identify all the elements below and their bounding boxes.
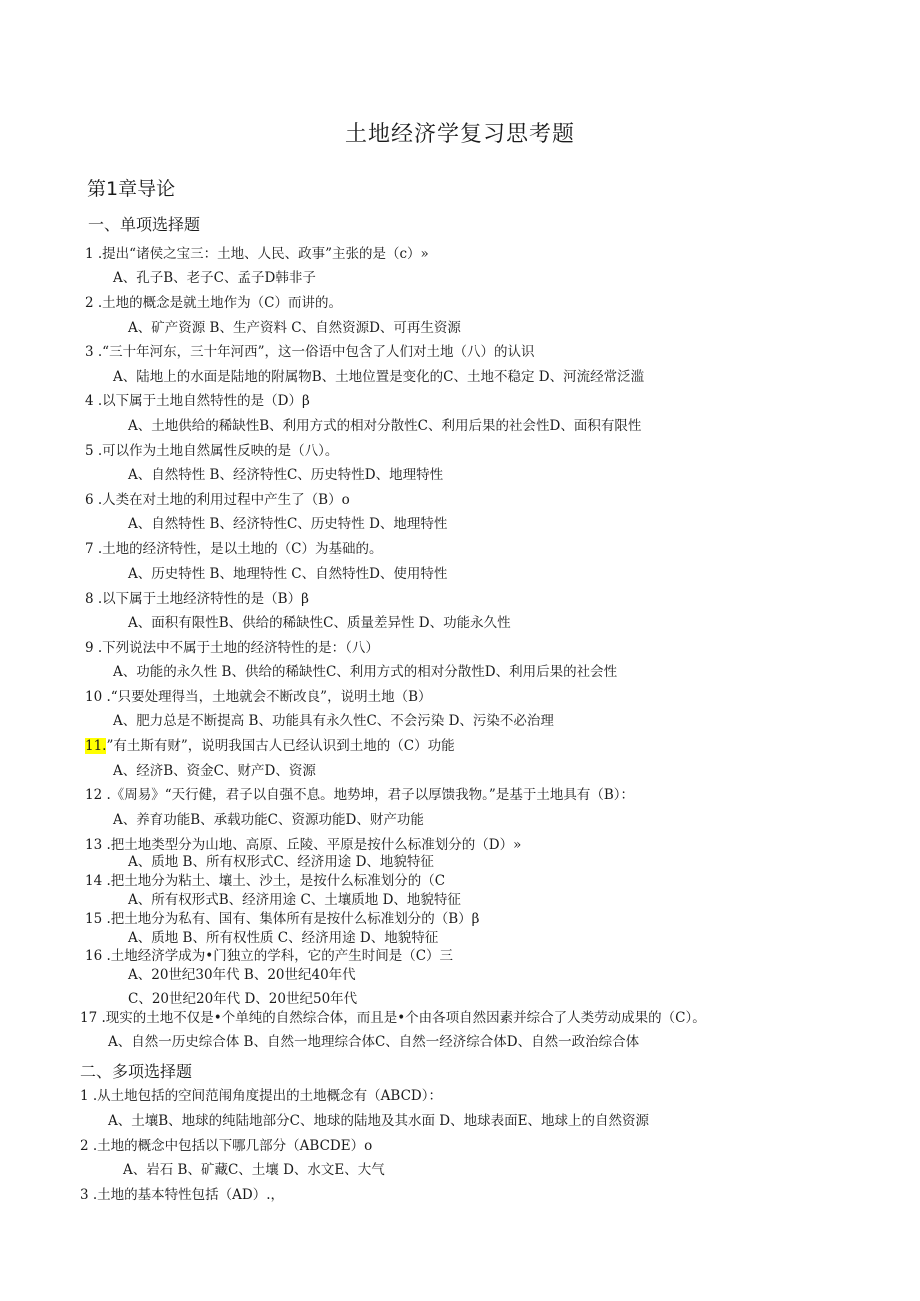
- option-line: A、自然一历史综合体 B、自然一地理综合体C、自然一经济综合体D、自然一政治综合体: [108, 1034, 640, 1050]
- chapter-heading: 第1章导论: [87, 178, 176, 200]
- option-line: A、养育功能B、承载功能C、资源功能D、财产功能: [113, 812, 424, 828]
- question-line: 14 .把土地分为粘土、壤土、沙土，是按什么标准划分的（C: [85, 873, 446, 889]
- question-line: 2 .土地的概念中包括以下哪几部分（ABCDE）o: [80, 1138, 373, 1154]
- question-line: 4 .以下属于土地自然特性的是（D）β: [85, 393, 310, 409]
- option-line: A、所有权形式B、经济用途 C、土壤质地 D、地貌特征: [128, 892, 461, 908]
- question-line: 5 .可以作为土地自然属性反映的是（八）。: [85, 443, 339, 459]
- question-line: 8 .以下属于土地经济特性的是（B）β: [85, 591, 309, 607]
- question-line: 6 .人类在对土地的利用过程中产生了（B）o: [85, 492, 350, 508]
- question-line: 12 .《周易》“天行健，君子以自强不息。地势坤，君子以厚馈我物。”是基于土地具有（B）：: [85, 787, 634, 803]
- question-text: ”有土斯有财”，说明我国古人已经认识到土地的（C）功能: [106, 738, 455, 754]
- option-line: A、质地 B、所有权形式C、经济用途 D、地貌特征: [128, 854, 434, 870]
- option-line: A、质地 B、所有权性质 C、经济用途 D、地貌特征: [128, 930, 439, 946]
- option-line: C、20世纪20年代 D、20世纪50年代: [128, 991, 358, 1007]
- option-line: A、功能的永久性 B、供给的稀缺性C、利用方式的相对分散性D、利用后果的社会性: [113, 664, 618, 680]
- highlighted-number: 11.: [85, 738, 107, 754]
- document-title: 土地经济学复习思考题: [344, 122, 575, 147]
- question-line: 3 .“三十年河东，三十年河西”，这一俗语中包含了人们对土地（八）的认识: [85, 344, 535, 360]
- option-line: A、自然特性 B、经济特性C、历史特性D、地理特性: [128, 467, 444, 483]
- question-line: 2 .土地的概念是就土地作为（C）而讲的。: [85, 295, 343, 311]
- question-line: 9 .下列说法中不属于土地的经济特性的是：（八）: [85, 640, 379, 656]
- question-line: 15 .把土地分为私有、国有、集体所有是按什么标准划分的（B）β: [85, 911, 480, 927]
- question-line: 17 .现实的土地不仅是•个单纯的自然综合体，而且是•个由各项自然因素并综合了人类劳动成果的（C）。: [80, 1010, 706, 1026]
- option-line: A、岩石 B、矿藏C、土壤 D、水文E、大气: [123, 1162, 385, 1178]
- option-line: A、肥力总是不断提高 B、功能具有永久性C、不会污染 D、污染不必治理: [113, 713, 554, 729]
- question-line: 1 .提出“诸侯之宝三：土地、人民、政事”主张的是（c）»: [85, 246, 429, 262]
- section-heading-single-choice: 一、单项选择题: [88, 215, 201, 234]
- section-heading-multiple-choice: 二、多项选择题: [80, 1062, 193, 1081]
- option-line: A、20世纪30年代 B、20世纪40年代: [128, 967, 356, 983]
- question-line: 10 .“只要处理得当，土地就会不断改良”，说明土地（B）: [85, 689, 432, 705]
- question-line: 3 .土地的基本特性包括（AD）.，: [80, 1187, 285, 1203]
- option-line: A、面积有限性B、供给的稀缺性C、质量差异性 D、功能永久性: [128, 615, 511, 631]
- question-line: [85, 737, 455, 755]
- option-line: A、矿产资源 B、生产资料 C、自然资源D、可再生资源: [128, 320, 461, 336]
- option-line: A、土地供给的稀缺性B、利用方式的相对分散性C、利用后果的社会性D、面积有限性: [128, 418, 642, 434]
- option-line: A、自然特性 B、经济特性C、历史特性 D、地理特性: [128, 516, 448, 532]
- option-line: A、孔子B、老子C、孟子D韩非子: [113, 270, 316, 286]
- question-line: 13 .把土地类型分为山地、高原、丘陵、平原是按什么标准划分的（D）»: [85, 837, 522, 853]
- option-line: A、陆地上的水面是陆地的附属物B、土地位置是变化的C、土地不稳定 D、河流经常泛滥: [113, 369, 645, 385]
- option-line: A、历史特性 B、地理特性 C、自然特性D、使用特性: [128, 566, 448, 582]
- option-line: A、土壤B、地球的纯陆地部分C、地球的陆地及其水面 D、地球表面E、地球上的自然资源: [108, 1113, 649, 1129]
- question-line: 16 .土地经济学成为•门独立的学科，它的产生时间是（C）三: [85, 948, 454, 964]
- option-line: A、经济B、资金C、财产D、资源: [113, 763, 316, 779]
- question-line: 7 .土地的经济特性，是以土地的（C）为基础的。: [85, 541, 383, 557]
- question-line: 1 .从土地包括的空间范闱角度提出的土地概念有（ABCD）：: [80, 1088, 442, 1104]
